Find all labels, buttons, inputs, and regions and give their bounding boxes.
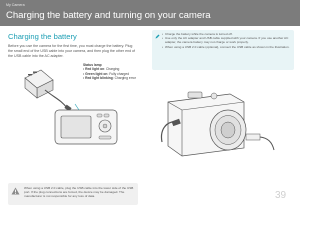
note-item: • Use only the AC adapter and USB cable supplied with your camera. If you use another AC adapter, the camera battery may not charge or work properly.	[162, 36, 290, 44]
note-item: • When using a USB 2.0 cable (optional), connect the USB cable as shown in the illustration.	[162, 45, 290, 49]
status-lamp-legend	[83, 63, 136, 81]
header-banner	[0, 0, 300, 26]
camera-back-icon	[55, 110, 117, 144]
page-title: Charging the battery and turning on your camera	[6, 10, 211, 21]
usb-20-cable-icon	[246, 134, 274, 150]
note-item: • Charge the battery while the camera is turned off.	[162, 32, 290, 36]
breadcrumb: My Camera	[6, 3, 25, 7]
status-lamp-item: • Red light on: Charging	[83, 67, 120, 72]
warning-icon	[11, 187, 20, 195]
status-lamp-item: • Green light on: Fully charged	[83, 71, 130, 76]
warning-text: When using a USB 2.0 cable, plug the USB cable into the lower side of the USB port. If the plug connections are forced, the device may be damaged. The manufacturer is not responsible for any loss of data.	[24, 186, 134, 199]
ac-adapter-icon	[25, 70, 53, 98]
lens-icon	[210, 110, 246, 150]
pencil-icon	[155, 34, 160, 39]
page-number: 39	[275, 190, 287, 201]
usb-connection-illustration	[158, 72, 280, 164]
warning-box	[8, 183, 138, 205]
status-lamp-title: Status lamp	[83, 63, 102, 67]
note-box	[152, 30, 294, 70]
intro-paragraph: Before you use the camera for the first time, you must charge the battery. Plug the small end of the USB cable into your camera, and then plug the other end of the USB cable into the AC adapter.	[8, 44, 136, 58]
status-lamp-pointer	[75, 104, 79, 110]
status-lamp-item: • Red light blinking: Charging error	[83, 76, 136, 81]
section-heading: Charging the battery	[8, 32, 77, 41]
